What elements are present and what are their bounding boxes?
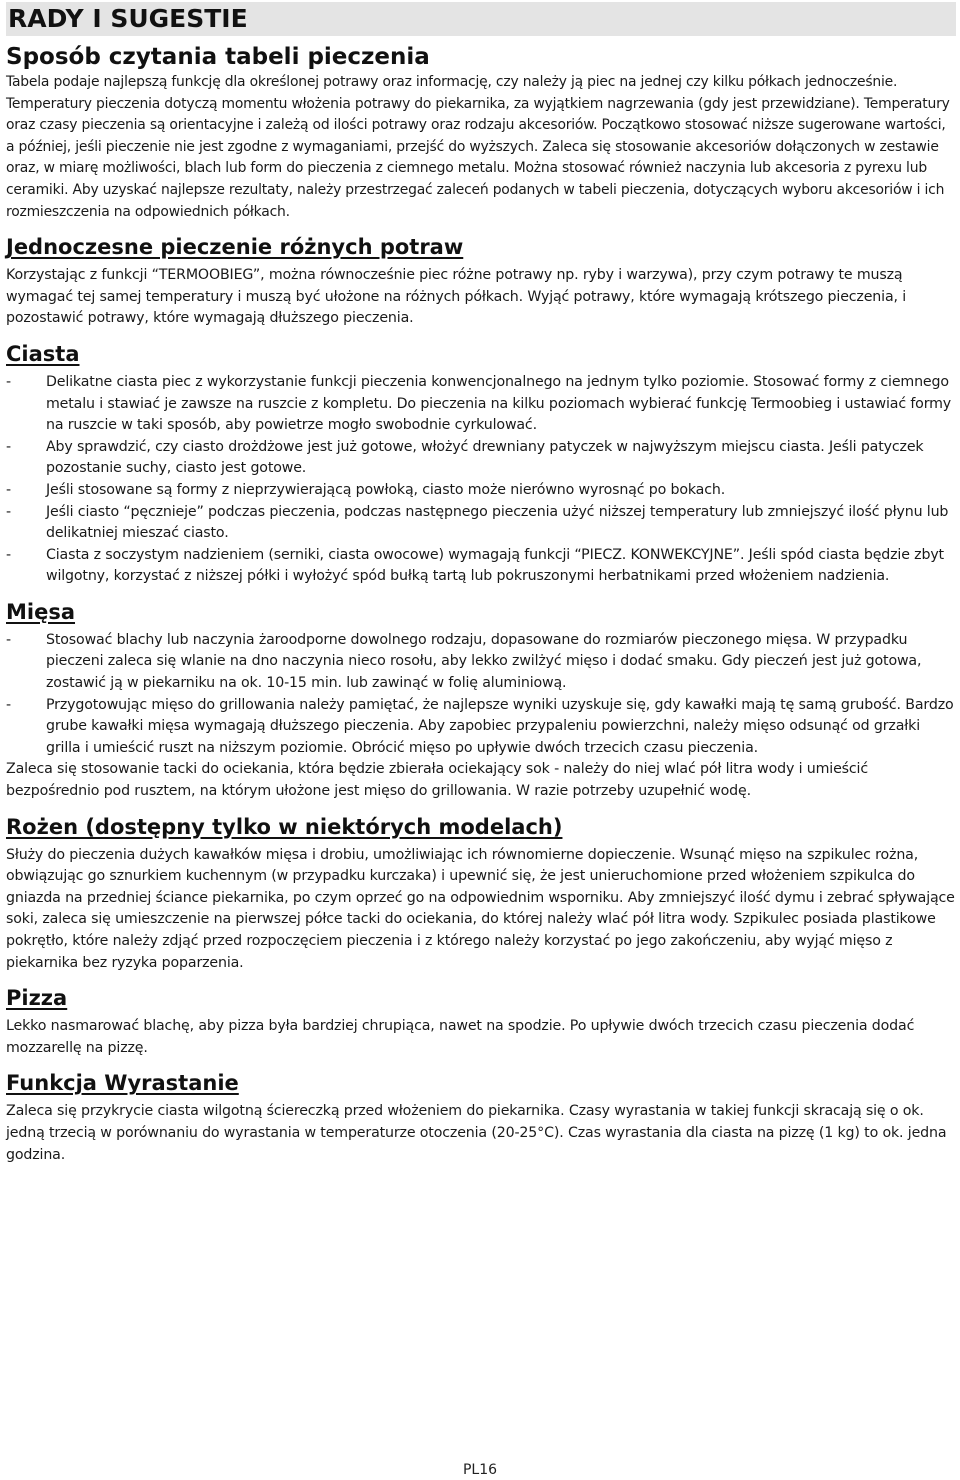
list-item — [6, 480, 956, 502]
list-item-text: Przygotowując mięso do grillowania należy pamiętać, że najlepsze wyniki uzyskuje się, gdy kawałki mają tę samą grubość. Bardzo grube kawałki mięsa wymagają dłuższego pieczenia. Aby zapobiec przypaleniu powierzchni, należy mięso odsunąć od grzałki grilla i umieścić ruszt na niższym poziomie. Obrócić mięso po upływie dwóch trzecich czasu pieczenia. — [46, 696, 954, 756]
dash-marker: - — [6, 503, 11, 520]
heading-miesa: Mięsa — [6, 599, 76, 624]
list-item — [6, 630, 956, 695]
page-number: PL16 — [462, 1462, 498, 1478]
list-item-text: Stosować blachy lub naczynia żaroodporne dowolnego rodzaju, dopasowane do rozmiarów pieczonego mięsa. W przypadku pieczeni zaleca się wlanie na dno naczynia nieco rosołu, aby lekko zwilżyć mięso i dodać smaku. Gdy pieczeń jest już gotowa, zostawić ją w piekarniku na ok. 10-15 min. lub zawinąć w folię aluminiową. — [46, 631, 922, 692]
list-item-text: Jeśli stosowane są formy z nieprzywierającą powłoką, ciasto może nierówno wyrosnąć po bokach. — [46, 481, 726, 498]
dash-marker: - — [6, 631, 11, 648]
list-item — [6, 437, 956, 480]
section-banner: RADY I SUGESTIE — [6, 2, 956, 36]
heading-jednoczesne: Jednoczesne pieczenie różnych potraw — [6, 235, 464, 260]
list-item — [6, 695, 956, 760]
miesa-list — [6, 630, 956, 760]
list-item-text: Ciasta z soczystym nadzieniem (serniki, ciasta owocowe) wymagają funkcji “PIECZ. KONWEKCYJNE”. Jeśli spód ciasta będzie zbyt wilgotny, korzystać z niższej półki i wyłożyć spód bułką tartą lub pokruszonymi herbatnikami przed włożeniem nadzienia. — [46, 546, 944, 585]
heading-pizza: Pizza — [6, 986, 68, 1011]
ciasta-list — [6, 372, 956, 588]
list-item — [6, 502, 956, 545]
list-item — [6, 545, 956, 588]
heading-rozen: Rożen (dostępny tylko w niektórych modelach) — [6, 814, 563, 839]
dash-marker: - — [6, 481, 11, 498]
wyrastanie-paragraph: Zaleca się przykrycie ciasta wilgotną ściereczką przed włożeniem do piekarnika. Czasy wyrastania w takiej funkcji skracają się o ok. jedną trzecią w porównaniu do wyrastania w temperaturze otoczenia (20-25°C). Czas wyrastania dla ciasta na pizzę (1 kg) to ok. jedna godzina. — [6, 1103, 947, 1163]
heading-wyrastanie: Funkcja Wyrastanie — [6, 1071, 239, 1096]
dash-marker: - — [6, 438, 11, 455]
miesa-after-paragraph: Zaleca się stosowanie tacki do ociekania, która będzie zbierała ociekający sok - należy do niej wlać pół litra wody i umieścić bezpośrednio pod rusztem, na którym ułożone jest mięso do grillowania. W razie potrzeby uzupełnić wodę. — [6, 761, 868, 800]
rozen-paragraph: Służy do pieczenia dużych kawałków mięsa i drobiu, umożliwiając ich równomierne dopieczenie. Wsunąć mięso na szpikulec rożna, obwiązując go sznurkiem kuchennym (w przypadku kurczaka) i upewnić się, że jest unieruchomione przed włożeniem szpikulca do gniazda na przedniej ściance piekarnika, po czym oprzeć go na odpowiednim wsporniku. Aby zmniejszyć ilość dymu i zebrać spływające soki, zaleca się umieszczenie na pierwszej półce tacki do ociekania, do której należy wlać pół litra wody. Szpikulec posiada plastikowe pokrętło, które należy zdjąć przed rozpoczęciem pieczenia i z którego należy korzystać po jego zakończeniu, aby wyjąć mięso z piekarnika bez ryzyka poparzenia. — [6, 846, 955, 971]
document-page — [6, 2, 956, 1166]
dash-marker: - — [6, 373, 11, 390]
list-item-text: Aby sprawdzić, czy ciasto drożdżowe jest już gotowe, włożyć drewniany patyczek w najwyższym miejscu ciasta. Jeśli patyczek pozostanie suchy, ciasto jest gotowe. — [46, 438, 924, 477]
list-item — [6, 372, 956, 437]
dash-marker: - — [6, 546, 11, 563]
list-item-text: Jeśli ciasto “pęcznieje” podczas pieczenia, podczas następnego pieczenia użyć niższej temperatury lub zmniejszyć ilość płynu lub delikatniej mieszać ciasto. — [46, 503, 949, 542]
pizza-paragraph: Lekko nasmarować blachę, aby pizza była bardziej chrupiąca, nawet na spodzie. Po upływie dwóch trzecich czasu pieczenia dodać mozzarellę na pizzę. — [6, 1018, 915, 1056]
jednoczesne-paragraph: Korzystając z funkcji “TERMOOBIEG”, można równocześnie piec różne potrawy np. ryby i warzywa), przy czym potrawy te muszą wymagać tej samej temperatury i muszą być ułożone na różnych półkach. Wyjąć potrawy, które wymagają krótszego pieczenia, i pozostawić potrawy, które wymagają dłuższego pieczenia. — [6, 267, 907, 327]
page-title: Sposób czytania tabeli pieczenia — [6, 44, 430, 70]
dash-marker: - — [6, 696, 11, 713]
heading-ciasta: Ciasta — [6, 341, 80, 366]
intro-paragraph: Tabela podaje najlepszą funkcję dla określonej potrawy oraz informację, czy należy ją piec na jednej czy kilku półkach jednocześnie. Temperatury pieczenia dotyczą momentu włożenia potrawy do piekarnika, za wyjątkiem nagrzewania (gdy jest przewidziane). Temperatury oraz czasy pieczenia są orientacyjne i zależą od ilości potrawy oraz rodzaju akcesoriów. Początkowo stosować niższe sugerowane wartości, a później, jeśli pieczenie nie jest zgodne z wymaganiami, przejść do wyższych. Zaleca się stosowanie akcesoriów dołączonych w zestawie oraz, w miarę możliwości, blach lub form do pieczenia z ciemnego metalu. Można stosować również naczynia lub akcesoria z pyrexu lub ceramiki. Aby uzyskać najlepsze rezultaty, należy przestrzegać zaleceń podanych w tabeli pieczenia, dotyczących wyboru akcesoriów i ich rozmieszczenia na odpowiednich półkach. — [6, 74, 950, 220]
list-item-text: Delikatne ciasta piec z wykorzystanie funkcji pieczenia konwencjonalnego na jednym tylko poziomie. Stosować formy z ciemnego metalu i stawiać je zawsze na ruszcie z kompletu. Do pieczenia na kilku poziomach wybierać funkcję Termoobieg i ustawiać formy na ruszcie w taki sposób, aby powietrze mogło swobodnie cyrkulować. — [46, 373, 952, 434]
